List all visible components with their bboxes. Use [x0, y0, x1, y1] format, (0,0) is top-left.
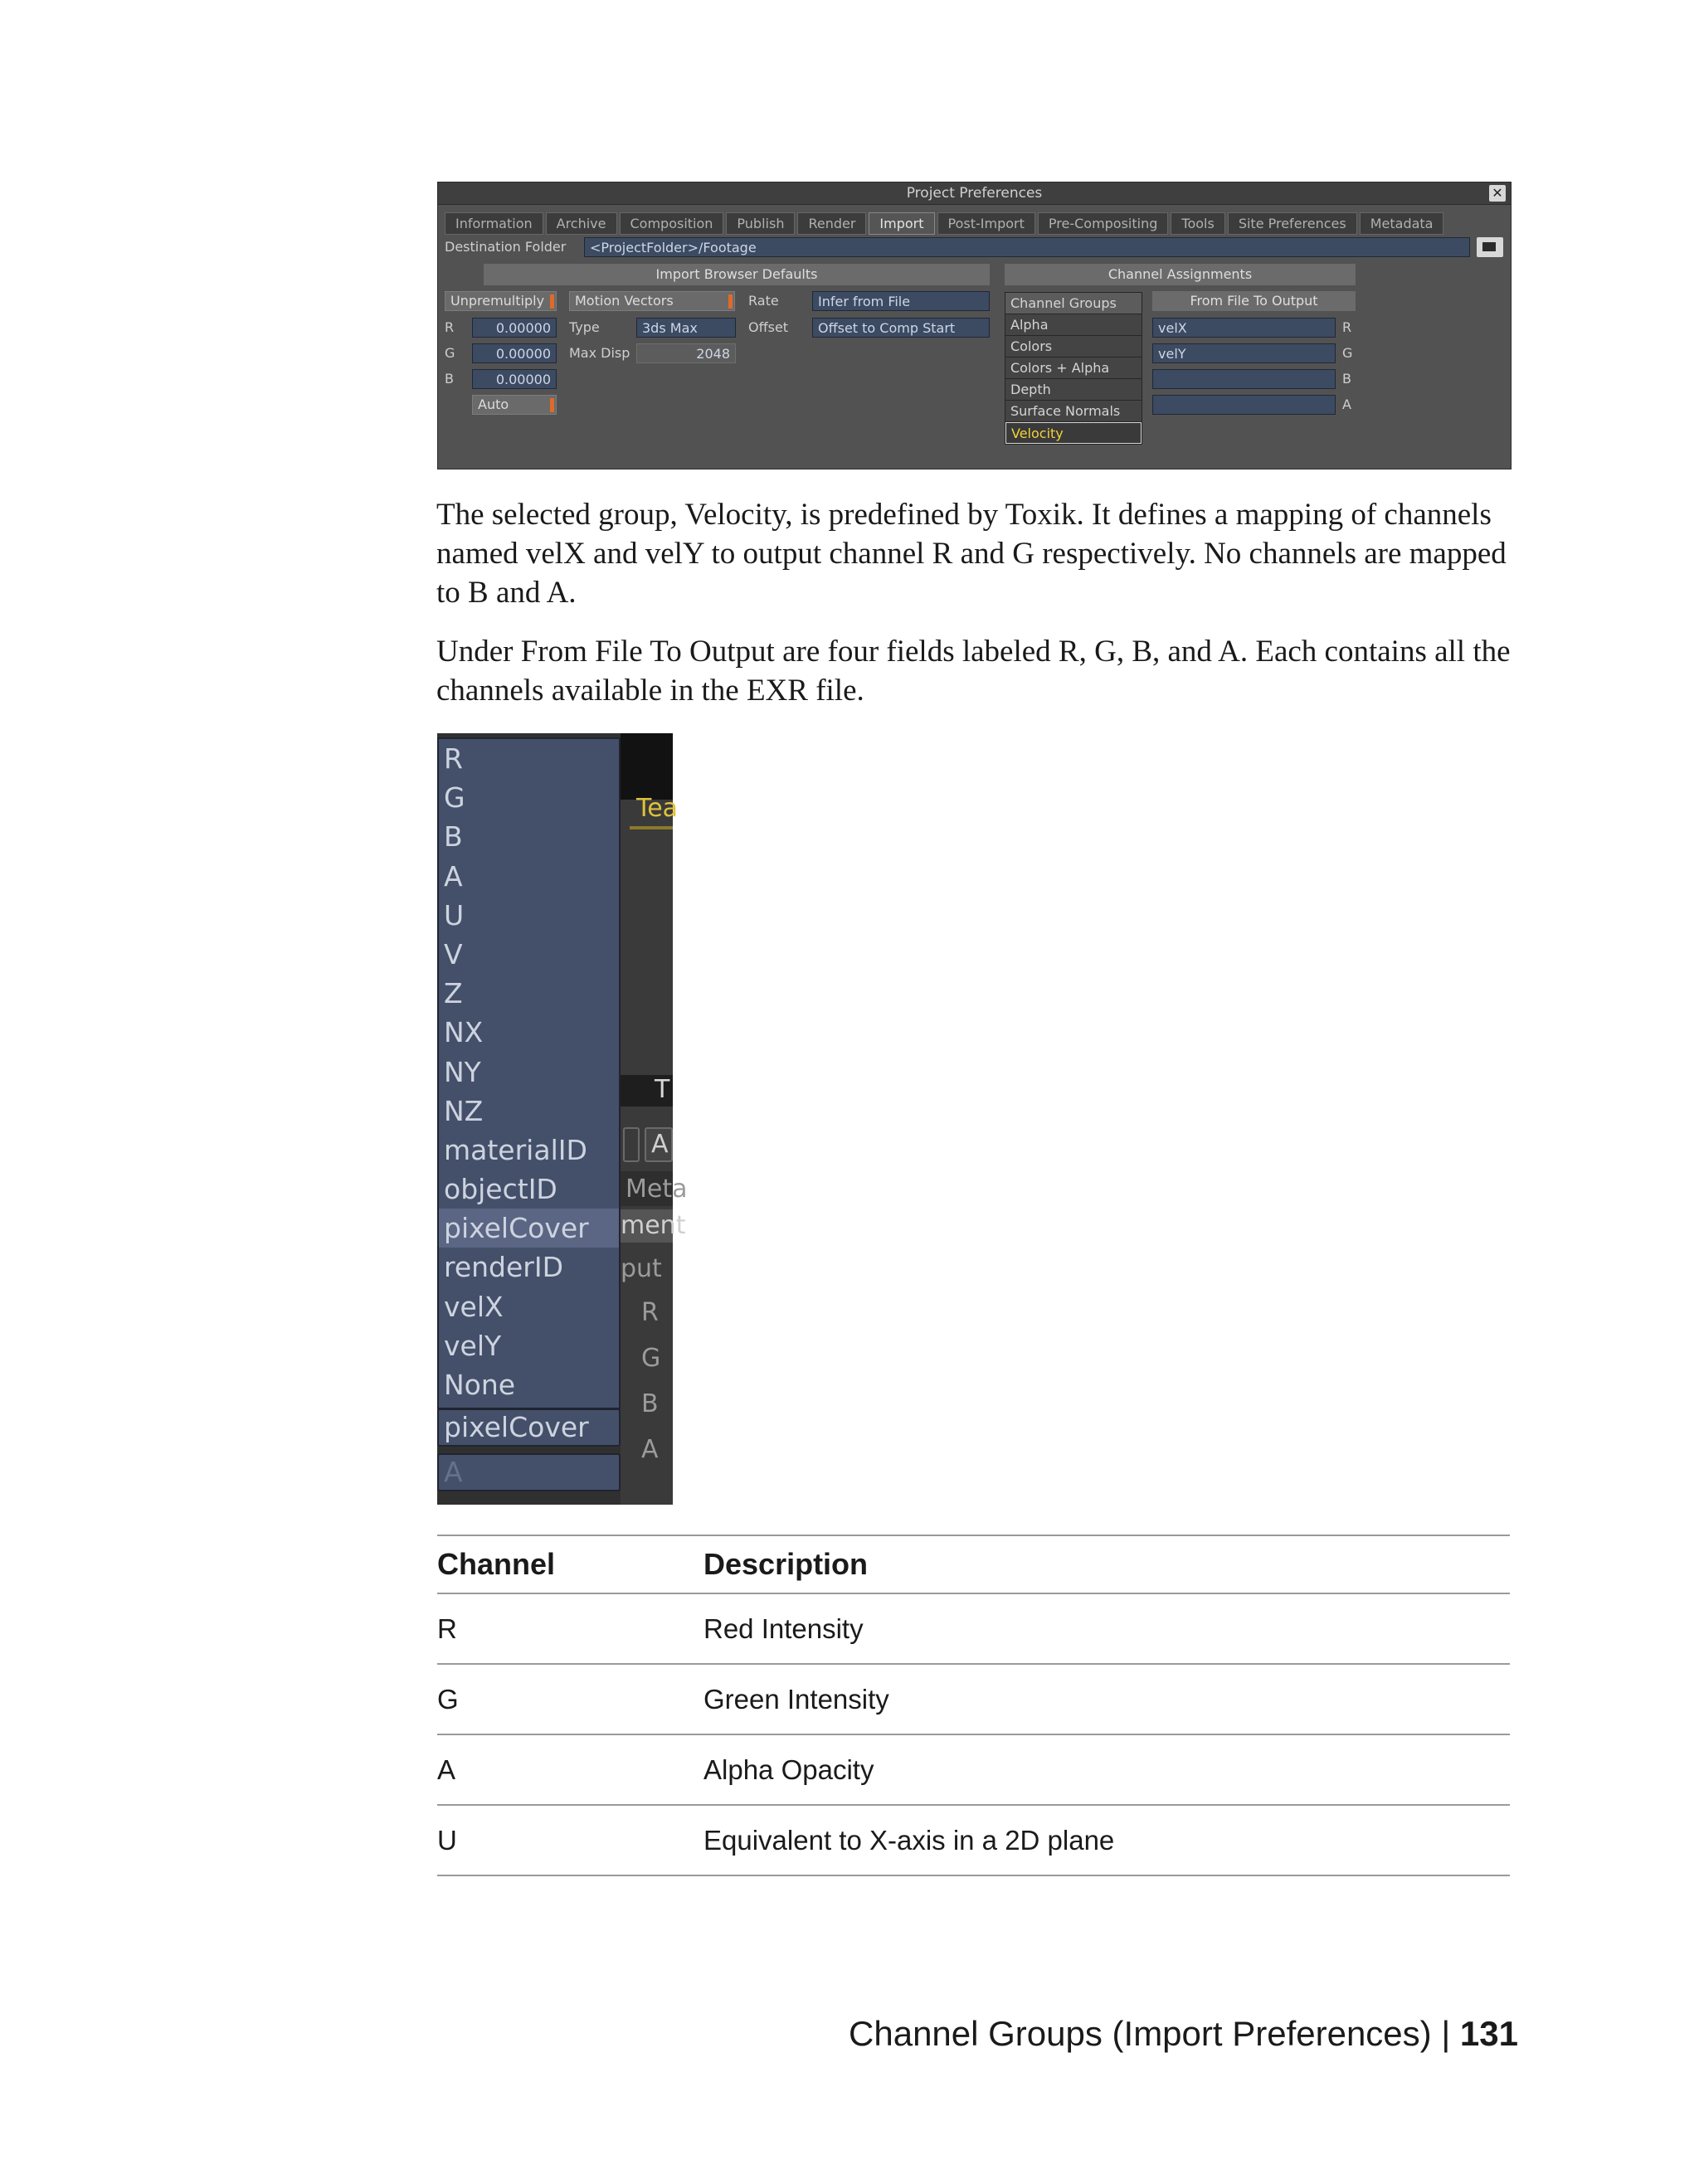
paragraph-from-file-to-output: Under From File To Output are four fields labeled R, G, B, and A. Each contains all the channels available in the EXR file.: [436, 635, 1511, 708]
type-label: Type: [569, 319, 600, 335]
background-fragment-tea: Tea: [636, 794, 679, 823]
destination-folder-field[interactable]: <ProjectFolder>/Footage: [584, 237, 1470, 257]
dropdown-item-materialid[interactable]: materialID: [444, 1133, 587, 1166]
channel-groups-header: Channel Groups: [1005, 293, 1142, 314]
dropdown-item-ny[interactable]: NY: [444, 1055, 481, 1088]
output-g-field[interactable]: velY: [1152, 343, 1336, 363]
window-title: Project Preferences: [438, 182, 1511, 205]
dropdown-output-g: G: [641, 1344, 661, 1373]
channel-dropdown-screenshot: [437, 733, 688, 1505]
b-label: B: [445, 371, 454, 387]
tab-information[interactable]: Information: [445, 212, 543, 235]
tab-import[interactable]: Import: [869, 212, 934, 235]
dropdown-item-objectid[interactable]: objectID: [444, 1173, 557, 1206]
g-value-field[interactable]: 0.00000: [472, 343, 557, 363]
dropdown-item-z[interactable]: Z: [444, 977, 463, 1010]
table-cell-channel: G: [437, 1683, 459, 1715]
offset-dropdown[interactable]: Offset to Comp Start: [812, 318, 990, 338]
tab-metadata[interactable]: Metadata: [1360, 212, 1444, 235]
motion-vectors-button[interactable]: [569, 291, 735, 311]
table-cell-channel: R: [437, 1612, 457, 1644]
dropdown-item-v[interactable]: V: [444, 937, 463, 970]
table-cell-channel: A: [437, 1754, 456, 1785]
destination-folder-label: Destination Folder: [445, 239, 567, 255]
output-a-label: A: [1342, 396, 1351, 412]
output-g-label: G: [1342, 345, 1353, 361]
channel-group-alpha[interactable]: Alpha: [1005, 314, 1142, 336]
footer-section-title: Channel Groups (Import Preferences): [849, 2014, 1432, 2053]
table-header-channel: Channel: [437, 1547, 556, 1581]
tab-archive[interactable]: Archive: [546, 212, 617, 235]
output-r-field[interactable]: velX: [1152, 318, 1336, 338]
rate-label: Rate: [748, 293, 779, 309]
type-dropdown[interactable]: 3ds Max: [636, 318, 736, 338]
g-label: G: [445, 345, 455, 361]
background-fragment-put: put: [621, 1254, 662, 1283]
channel-group-velocity[interactable]: Velocity: [1005, 422, 1142, 444]
dropdown-output-r: R: [641, 1298, 659, 1327]
max-disp-field[interactable]: 2048: [636, 343, 736, 363]
unpremultiply-button[interactable]: [445, 291, 557, 311]
table-header-description: Description: [703, 1547, 869, 1581]
rate-dropdown[interactable]: Infer from File: [812, 291, 990, 311]
dropdown-output-b: B: [641, 1389, 659, 1418]
channel-groups-list: [1005, 292, 1142, 445]
output-r-label: R: [1342, 319, 1352, 335]
dropdown-output-a: A: [641, 1435, 659, 1464]
dropdown-item-pixelcover[interactable]: pixelCover: [439, 1209, 619, 1248]
folder-browse-icon[interactable]: [1477, 237, 1503, 257]
tab-render[interactable]: Render: [797, 212, 866, 235]
dropdown-item-nz[interactable]: NZ: [444, 1094, 484, 1127]
dropdown-item-vely[interactable]: velY: [444, 1329, 502, 1362]
background-fragment-t: T: [655, 1075, 670, 1104]
r-label: R: [445, 319, 455, 335]
unpremultiply-label: Unpremultiply: [450, 293, 545, 309]
output-a-field[interactable]: [1152, 395, 1336, 415]
output-a-dropdown-field[interactable]: A: [437, 1453, 621, 1491]
table-cell-channel: U: [437, 1824, 457, 1856]
background-underline: [630, 826, 673, 829]
tab-publish[interactable]: Publish: [726, 212, 795, 235]
dropdown-item-nx[interactable]: NX: [444, 1016, 484, 1049]
dropdown-item-renderid[interactable]: renderID: [444, 1251, 564, 1284]
auto-label: Auto: [478, 396, 509, 412]
dropdown-item-u[interactable]: U: [444, 898, 465, 931]
background-fragment-ment: ment: [621, 1211, 686, 1240]
tab-pre-compositing[interactable]: Pre-Compositing: [1038, 212, 1169, 235]
table-cell-description: Green Intensity: [703, 1683, 889, 1715]
channel-group-colors[interactable]: Colors: [1005, 336, 1142, 358]
from-file-to-output-header: From File To Output: [1152, 291, 1356, 311]
tab-site-preferences[interactable]: Site Preferences: [1228, 212, 1357, 235]
dropdown-item-g[interactable]: G: [444, 781, 465, 815]
table-cell-description: Red Intensity: [703, 1612, 864, 1644]
table-cell-description: Equivalent to X-axis in a 2D plane: [703, 1824, 1115, 1856]
dropdown-item-velx[interactable]: velX: [444, 1290, 504, 1323]
tab-post-import[interactable]: Post-Import: [937, 212, 1035, 235]
offset-label: Offset: [748, 319, 789, 335]
motion-vectors-label: Motion Vectors: [575, 293, 674, 309]
channel-dropdown-list: [437, 737, 621, 1409]
tab-tools[interactable]: Tools: [1171, 212, 1224, 235]
page-footer: [849, 2014, 1518, 2054]
tab-composition[interactable]: Composition: [620, 212, 724, 235]
project-preferences-window: [437, 182, 1512, 469]
auto-button[interactable]: [472, 395, 557, 415]
dropdown-item-b[interactable]: B: [444, 820, 463, 854]
background-button-a-label: A: [651, 1130, 669, 1159]
preferences-tabs: [445, 212, 1443, 233]
table-row: [437, 1594, 1510, 1665]
r-value-field[interactable]: 0.00000: [472, 318, 557, 338]
background-button-left: [623, 1127, 640, 1162]
max-disp-label: Max Disp: [569, 345, 630, 361]
table-row: [437, 1665, 1510, 1735]
table-row: [437, 1806, 1510, 1876]
footer-separator: |: [1441, 2014, 1451, 2053]
table-row: [437, 1735, 1510, 1806]
output-b-dropdown-field[interactable]: pixelCover: [437, 1408, 621, 1447]
page-number: 131: [1459, 2014, 1518, 2053]
background-button-a: [645, 1127, 673, 1162]
close-icon[interactable]: ✕: [1489, 185, 1506, 202]
table-cell-description: Alpha Opacity: [703, 1754, 874, 1785]
channel-description-table: [437, 1535, 1510, 1876]
channel-group-depth[interactable]: Depth: [1005, 379, 1142, 401]
channel-group-colors-alpha[interactable]: Colors + Alpha: [1005, 358, 1142, 379]
b-value-field[interactable]: 0.00000: [472, 369, 557, 389]
channel-group-surface-normals[interactable]: Surface Normals: [1005, 401, 1142, 422]
channel-assignments-header: Channel Assignments: [1005, 264, 1356, 285]
dropdown-item-none[interactable]: None: [444, 1369, 516, 1401]
paragraph-velocity-group: The selected group, Velocity, is predefined by Toxik. It defines a mapping of channels named velX and velY to output channel R and G respectively. No channels are mapped to B and A.: [436, 498, 1507, 610]
output-b-field[interactable]: [1152, 369, 1336, 389]
background-dark-band: [621, 733, 673, 800]
import-browser-defaults-header: Import Browser Defaults: [484, 264, 990, 285]
output-b-label: B: [1342, 371, 1351, 387]
background-fragment-meta: Meta: [626, 1175, 688, 1204]
dropdown-item-r[interactable]: R: [444, 742, 463, 775]
table-header-row: [437, 1535, 1510, 1594]
dropdown-item-a[interactable]: A: [444, 859, 463, 893]
